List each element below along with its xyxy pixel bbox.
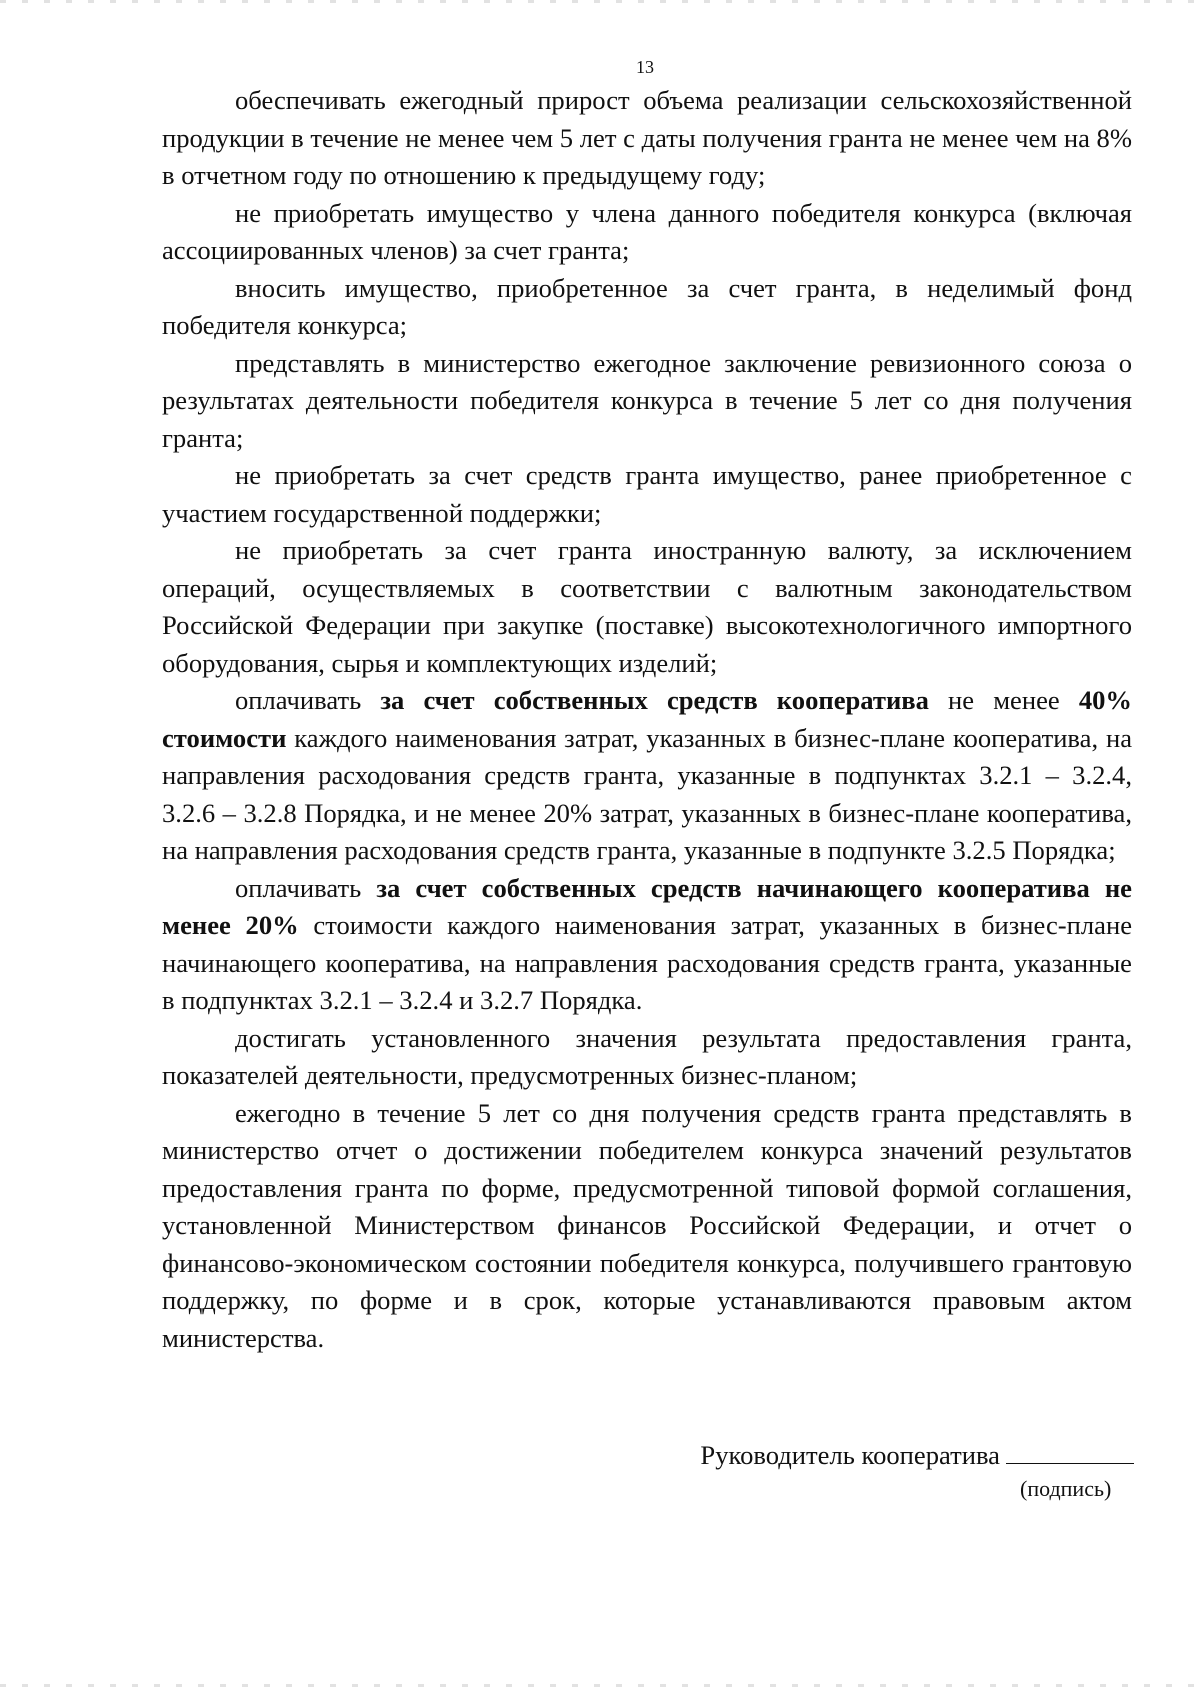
paragraph: [162, 532, 1132, 682]
text-run: достигать установленного значения результата предоставления гранта, показателей деятельности, предусмотренных бизнес-планом;: [162, 1022, 1132, 1090]
text-run: оплачивать: [235, 685, 381, 715]
text-run: не менее: [928, 685, 1079, 715]
paragraph: [162, 1095, 1132, 1358]
bold-text-run: за счет собственных средств кооператива: [380, 685, 929, 715]
signature-caption: (подпись): [1020, 1476, 1112, 1501]
bold-text-run: за счет собственных средств начинающего кооператива не менее 20%: [162, 872, 1132, 940]
text-run: обеспечивать ежегодный прирост объема реализации сельскохозяйственной продукции в течение не менее чем 5 лет с даты получения гранта не менее чем на 8% в отчетном году по отношению к предыдущему году;: [162, 85, 1132, 190]
signature-block: [668, 1437, 1134, 1475]
paragraph: [162, 82, 1132, 195]
text-run: ежегодно в течение 5 лет со дня получения средств гранта представлять в министерство отчет о достижении победителем конкурса значений результатов предоставления гранта по форме, предусмотренной типовой формой соглашения, установленной Министерством финансов Российской Федерации, и отчет о финансово-экономическом состоянии победителя конкурса, получившего грантовую поддержку, по форме и в срок, которые устанавливаются правовым актом министерства.: [162, 1097, 1132, 1353]
bold-text-run: 40% стоимости: [162, 685, 1132, 753]
paragraph: [162, 1020, 1132, 1095]
text-run: не приобретать имущество у члена данного победителя конкурса (включая ассоциированных членов) за счет гранта;: [162, 197, 1132, 265]
page-number: 13: [636, 57, 654, 77]
text-run: каждого наименования затрат, указанных в бизнес-плане кооператива, на направления расходования средств гранта, указанные в подпунктах 3.2.1 – 3.2.4, 3.2.6 – 3.2.8 Порядка, и не менее 20% затрат, указанных в бизнес-плане кооператива, на направления расходования средств гранта, указанные в подпункте 3.2.5 Порядка;: [162, 722, 1132, 865]
paragraph: [162, 682, 1132, 870]
text-run: не приобретать за счет средств гранта имущество, ранее приобретенное с участием государственной поддержки;: [162, 460, 1132, 528]
signature-label: Руководитель кооператива: [700, 1440, 1000, 1470]
document-body: [162, 82, 1132, 1357]
text-run: стоимости каждого наименования затрат, указанных в бизнес-плане начинающего кооператива, на направления расходования средств гранта, указанные в подпунктах 3.2.1 – 3.2.4 и 3.2.7 Порядка.: [162, 910, 1132, 1015]
paragraph: [162, 195, 1132, 270]
text-run: вносить имущество, приобретенное за счет гранта, в неделимый фонд победителя конкурса;: [162, 272, 1132, 340]
text-run: не приобретать за счет гранта иностранную валюту, за исключением операций, осуществляемых в соответствии с валютным законодательством Российской Федерации при закупке (поставке) высокотехнологичного импортного оборудования, сырья и комплектующих изделий;: [162, 535, 1132, 678]
paragraph: [162, 870, 1132, 1020]
paragraph: [162, 270, 1132, 345]
scan-edge-bottom: [0, 1684, 1200, 1687]
paragraph: [162, 345, 1132, 458]
paragraph: [162, 457, 1132, 532]
text-run: представлять в министерство ежегодное заключение ревизионного союза о результатах деятельности победителя конкурса в течение 5 лет со дня получения гранта;: [162, 347, 1132, 453]
signature-line: [1006, 1439, 1134, 1464]
scan-edge-top: [0, 0, 1200, 3]
text-run: оплачивать: [235, 872, 377, 903]
